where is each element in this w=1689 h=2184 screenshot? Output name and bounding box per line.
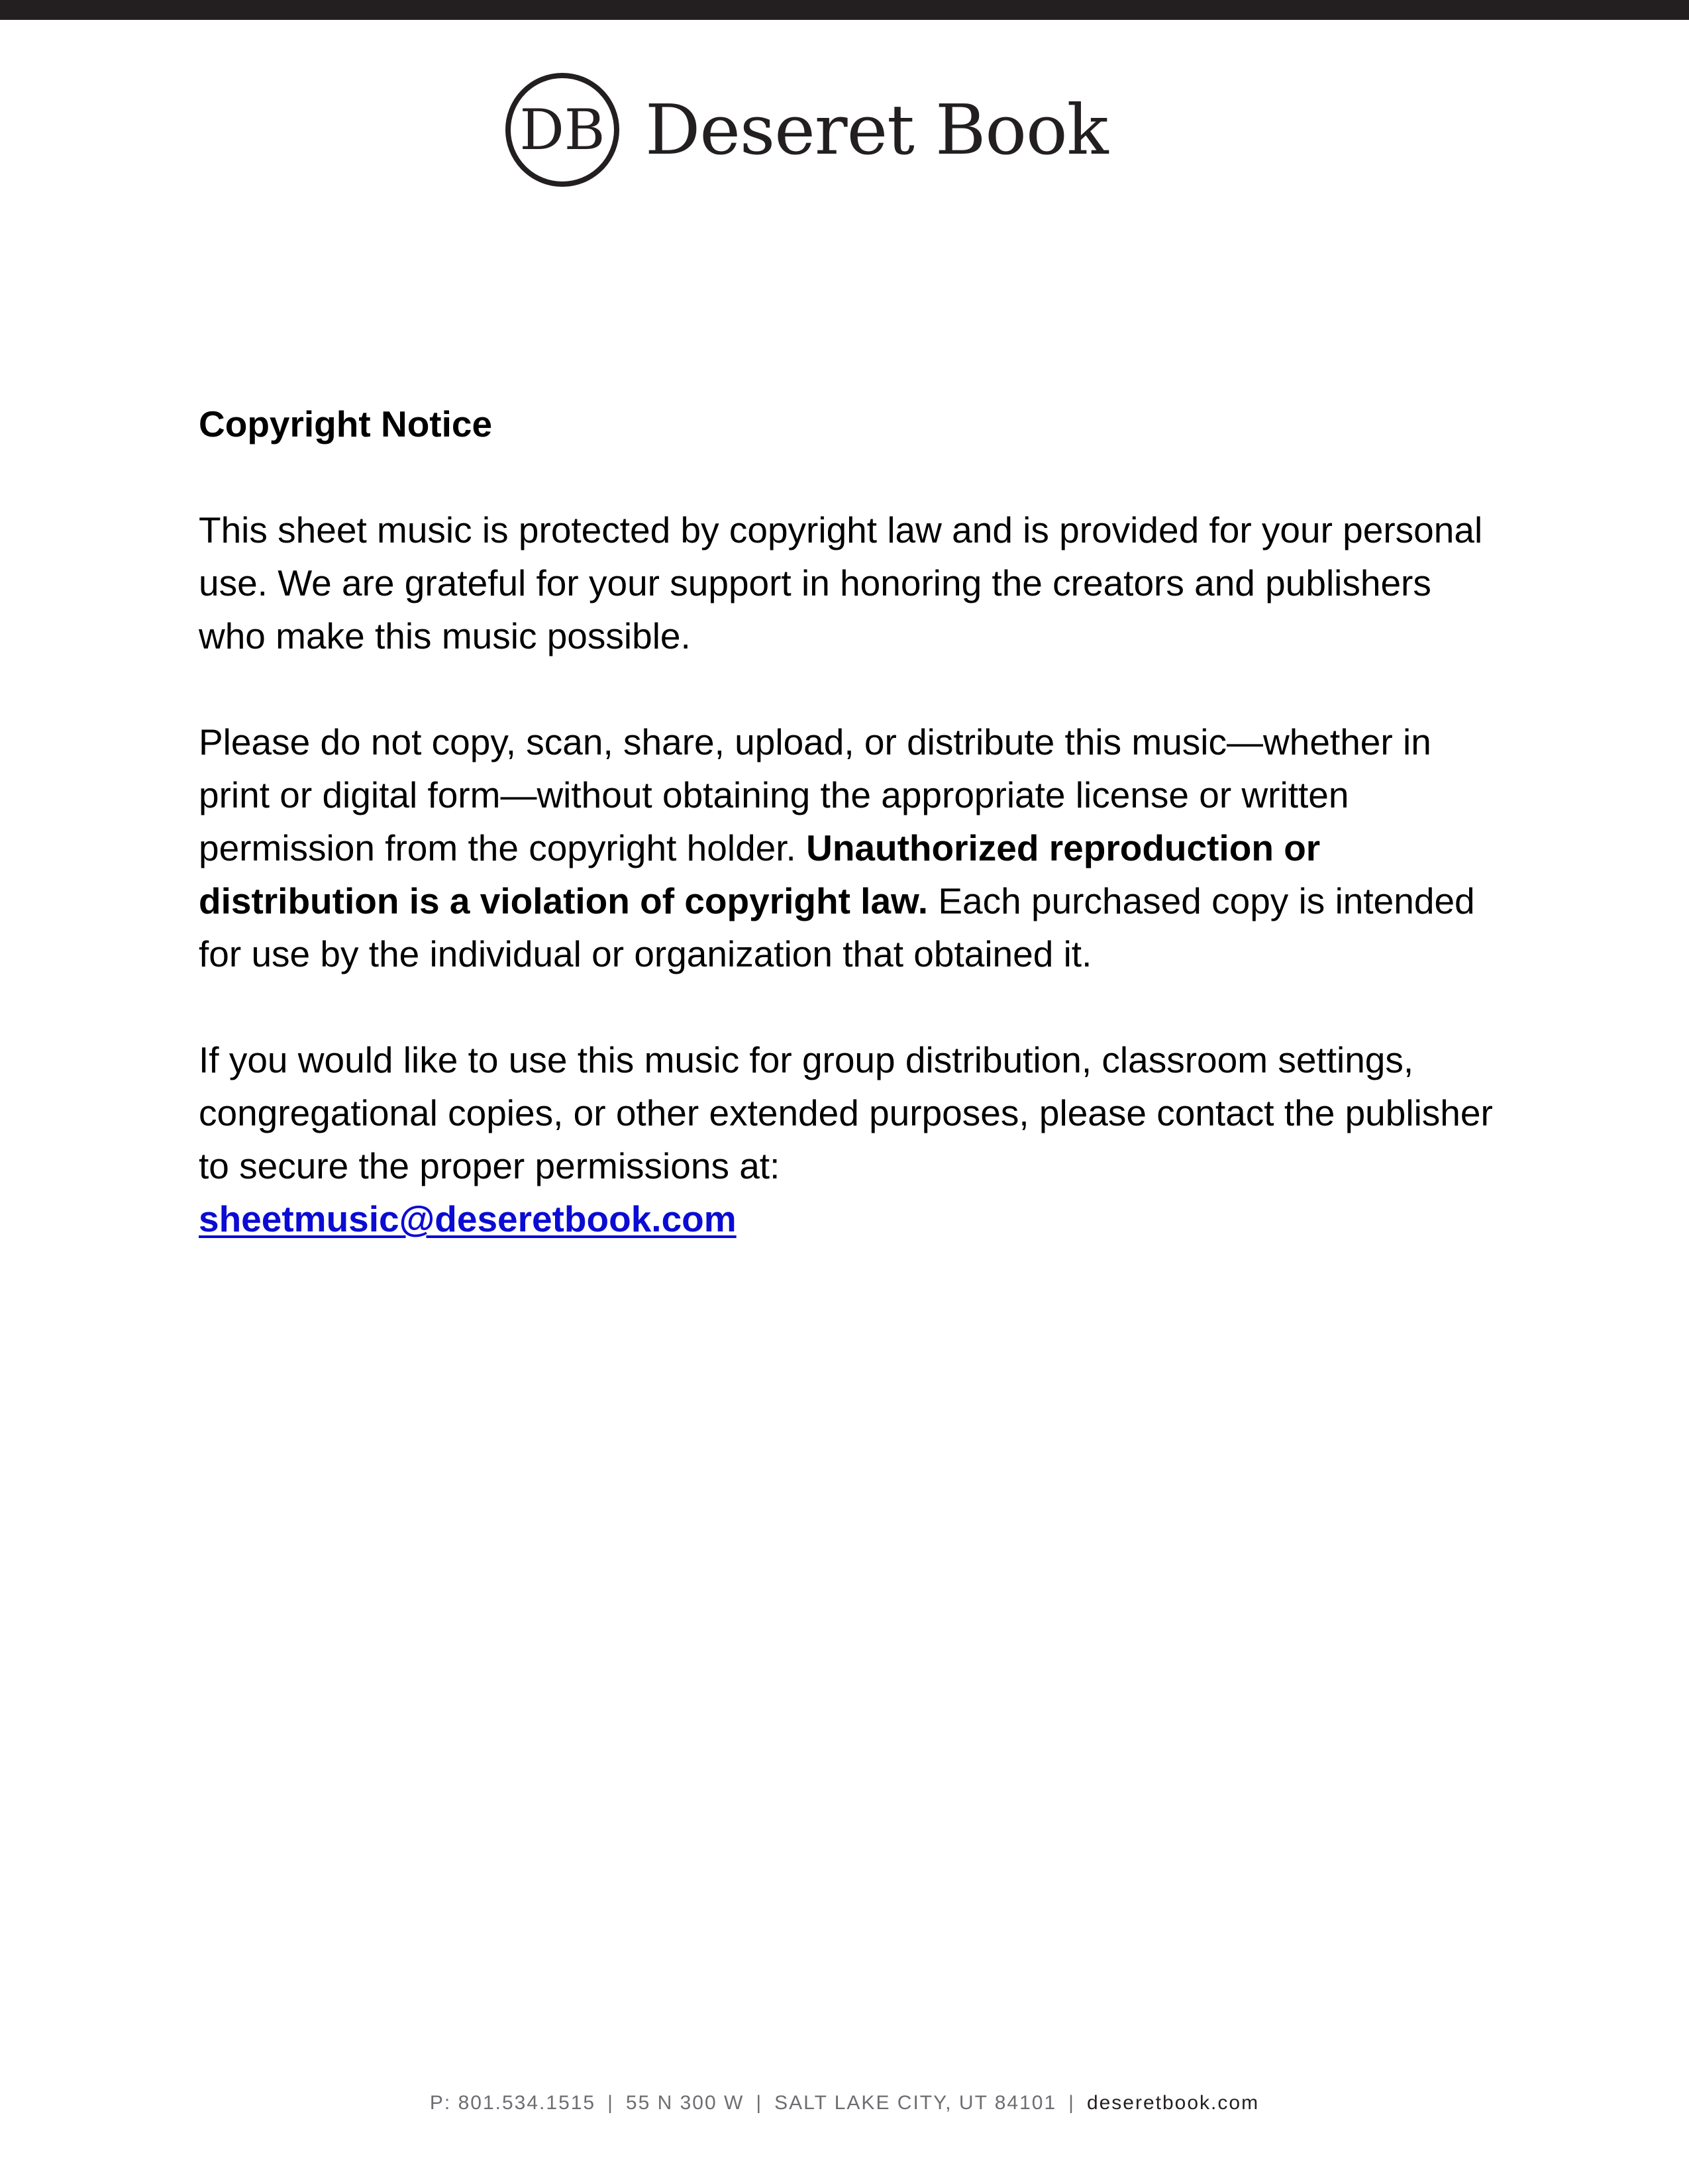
footer-separator: | [1068, 2092, 1075, 2114]
brand-name: Deseret Book [645, 89, 1108, 170]
footer-website-link[interactable]: deseretbook.com [1086, 2092, 1260, 2114]
copyright-notice [199, 397, 1497, 1298]
brand-logo [503, 70, 1108, 189]
notice-paragraph-2 [199, 715, 1497, 980]
footer-separator: | [607, 2092, 614, 2114]
notice-paragraph-1: This sheet music is protected by copyright law and is provided for your personal use. We are grateful for your support in honoring the creators and publishers who make this music possible. [199, 509, 1483, 656]
notice-paragraph-2-end: Each purchased copy is intended for use by the individual or organization that obtained it. [199, 880, 1475, 974]
notice-violation-warning: Unauthorized reproduction or distribution is a violation of copyright law. [199, 827, 1321, 921]
top-bar [0, 0, 1689, 20]
notice-paragraph-3-text: If you would like to use this music for group distribution, classroom settings, congregational copies, or other extended purposes, please contact the publisher to secure the proper permissions at: [199, 1039, 1493, 1186]
notice-title: Copyright Notice [199, 403, 493, 444]
db-monogram-logo-icon [503, 71, 621, 189]
footer-separator: | [756, 2092, 763, 2114]
contact-email-link[interactable]: sheetmusic@deseretbook.com [199, 1198, 737, 1239]
notice-paragraph-2-start: Please do not copy, scan, share, upload, or distribute this music—whether in print or digital form—without obtaining the appropriate license or written permission from the copyright holder. [199, 721, 1431, 868]
footer-address: 55 N 300 W [625, 2092, 744, 2114]
notice-paragraph-3 [199, 1033, 1497, 1245]
footer [0, 2087, 1689, 2120]
svg-text:DB: DB [519, 97, 605, 162]
footer-phone: P: 801.534.1515 [429, 2092, 596, 2114]
footer-city: SALT LAKE CITY, UT 84101 [774, 2092, 1057, 2114]
